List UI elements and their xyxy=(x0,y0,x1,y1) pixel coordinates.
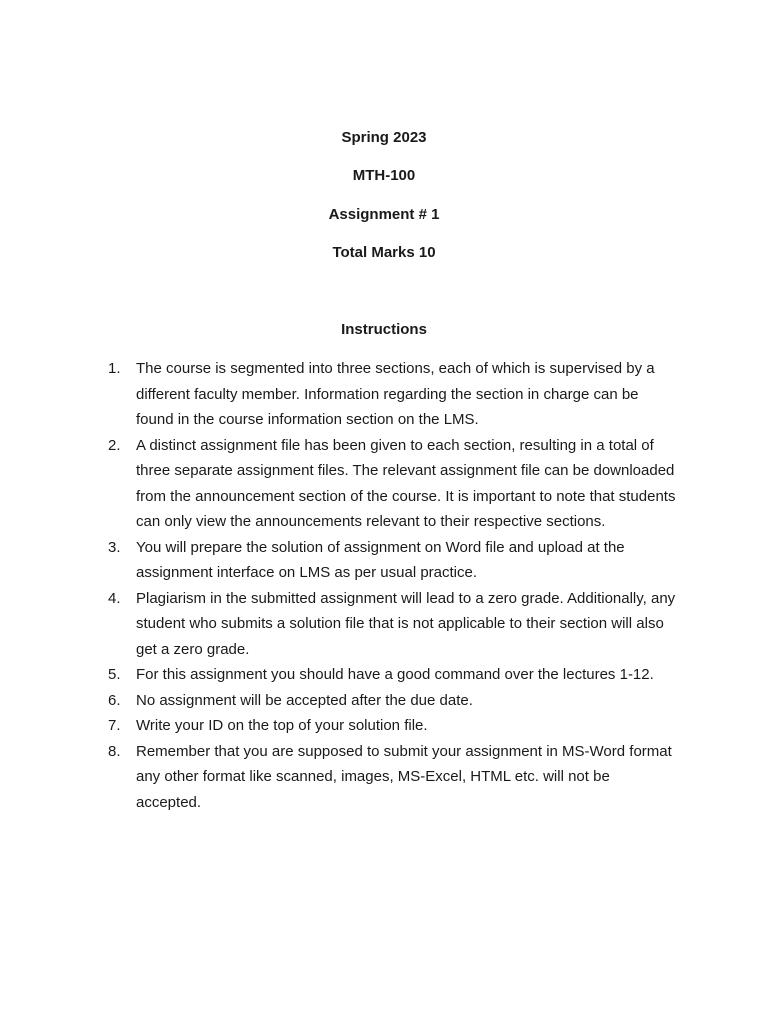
instruction-item-7 xyxy=(108,713,678,739)
instruction-text: You will prepare the solution of assignment on Word file and upload at the assignment interface on LMS as per usual practice. xyxy=(136,538,625,581)
term-heading: Spring 2023 xyxy=(341,129,427,146)
instruction-item-1 xyxy=(108,356,678,433)
instructions-heading: Instructions xyxy=(341,321,427,338)
instruction-text: A distinct assignment file has been given to each section, resulting in a total of three separate assignment files. The relevant assignment file can be downloaded from the announcement section of the course. It is important to note that students can only view the announcements relevant to their respective sections. xyxy=(136,436,676,530)
instruction-number: 2. xyxy=(108,436,121,454)
course-code-heading: MTH-100 xyxy=(352,167,416,184)
instruction-item-5 xyxy=(108,662,678,688)
total-marks-heading: Total Marks 10 xyxy=(332,244,436,261)
instruction-text: No assignment will be accepted after the due date. xyxy=(136,691,473,709)
instruction-text: Plagiarism in the submitted assignment will lead to a zero grade. Additionally, any student who submits a solution file that is not applicable to their section will also get a zero grade. xyxy=(136,589,676,658)
instruction-text: For this assignment you should have a good command over the lectures 1-12. xyxy=(136,666,654,683)
instruction-item-2 xyxy=(108,433,678,535)
assignment-title: Assignment # 1 xyxy=(328,206,440,223)
instruction-number: 1. xyxy=(108,360,121,377)
instruction-number: 7. xyxy=(108,717,121,734)
instruction-item-8 xyxy=(108,739,678,816)
instruction-item-3 xyxy=(108,535,678,586)
instruction-text: Remember that you are supposed to submit your assignment in MS-Word format any other format like scanned, images, MS-Excel, HTML etc. will not be accepted. xyxy=(136,742,672,811)
instruction-number: 6. xyxy=(108,691,121,709)
instruction-item-4 xyxy=(108,586,678,663)
instruction-number: 4. xyxy=(108,589,121,607)
instruction-item-6 xyxy=(108,688,678,714)
instruction-number: 5. xyxy=(108,666,121,683)
instruction-number: 3. xyxy=(108,538,121,556)
instruction-number: 8. xyxy=(108,742,121,760)
instructions-list xyxy=(108,356,678,815)
instruction-text: Write your ID on the top of your solution file. xyxy=(136,717,428,734)
instruction-text: The course is segmented into three sections, each of which is supervised by a different faculty member. Information regarding the section in charge can be found in the course information section on the LMS. xyxy=(136,360,655,428)
